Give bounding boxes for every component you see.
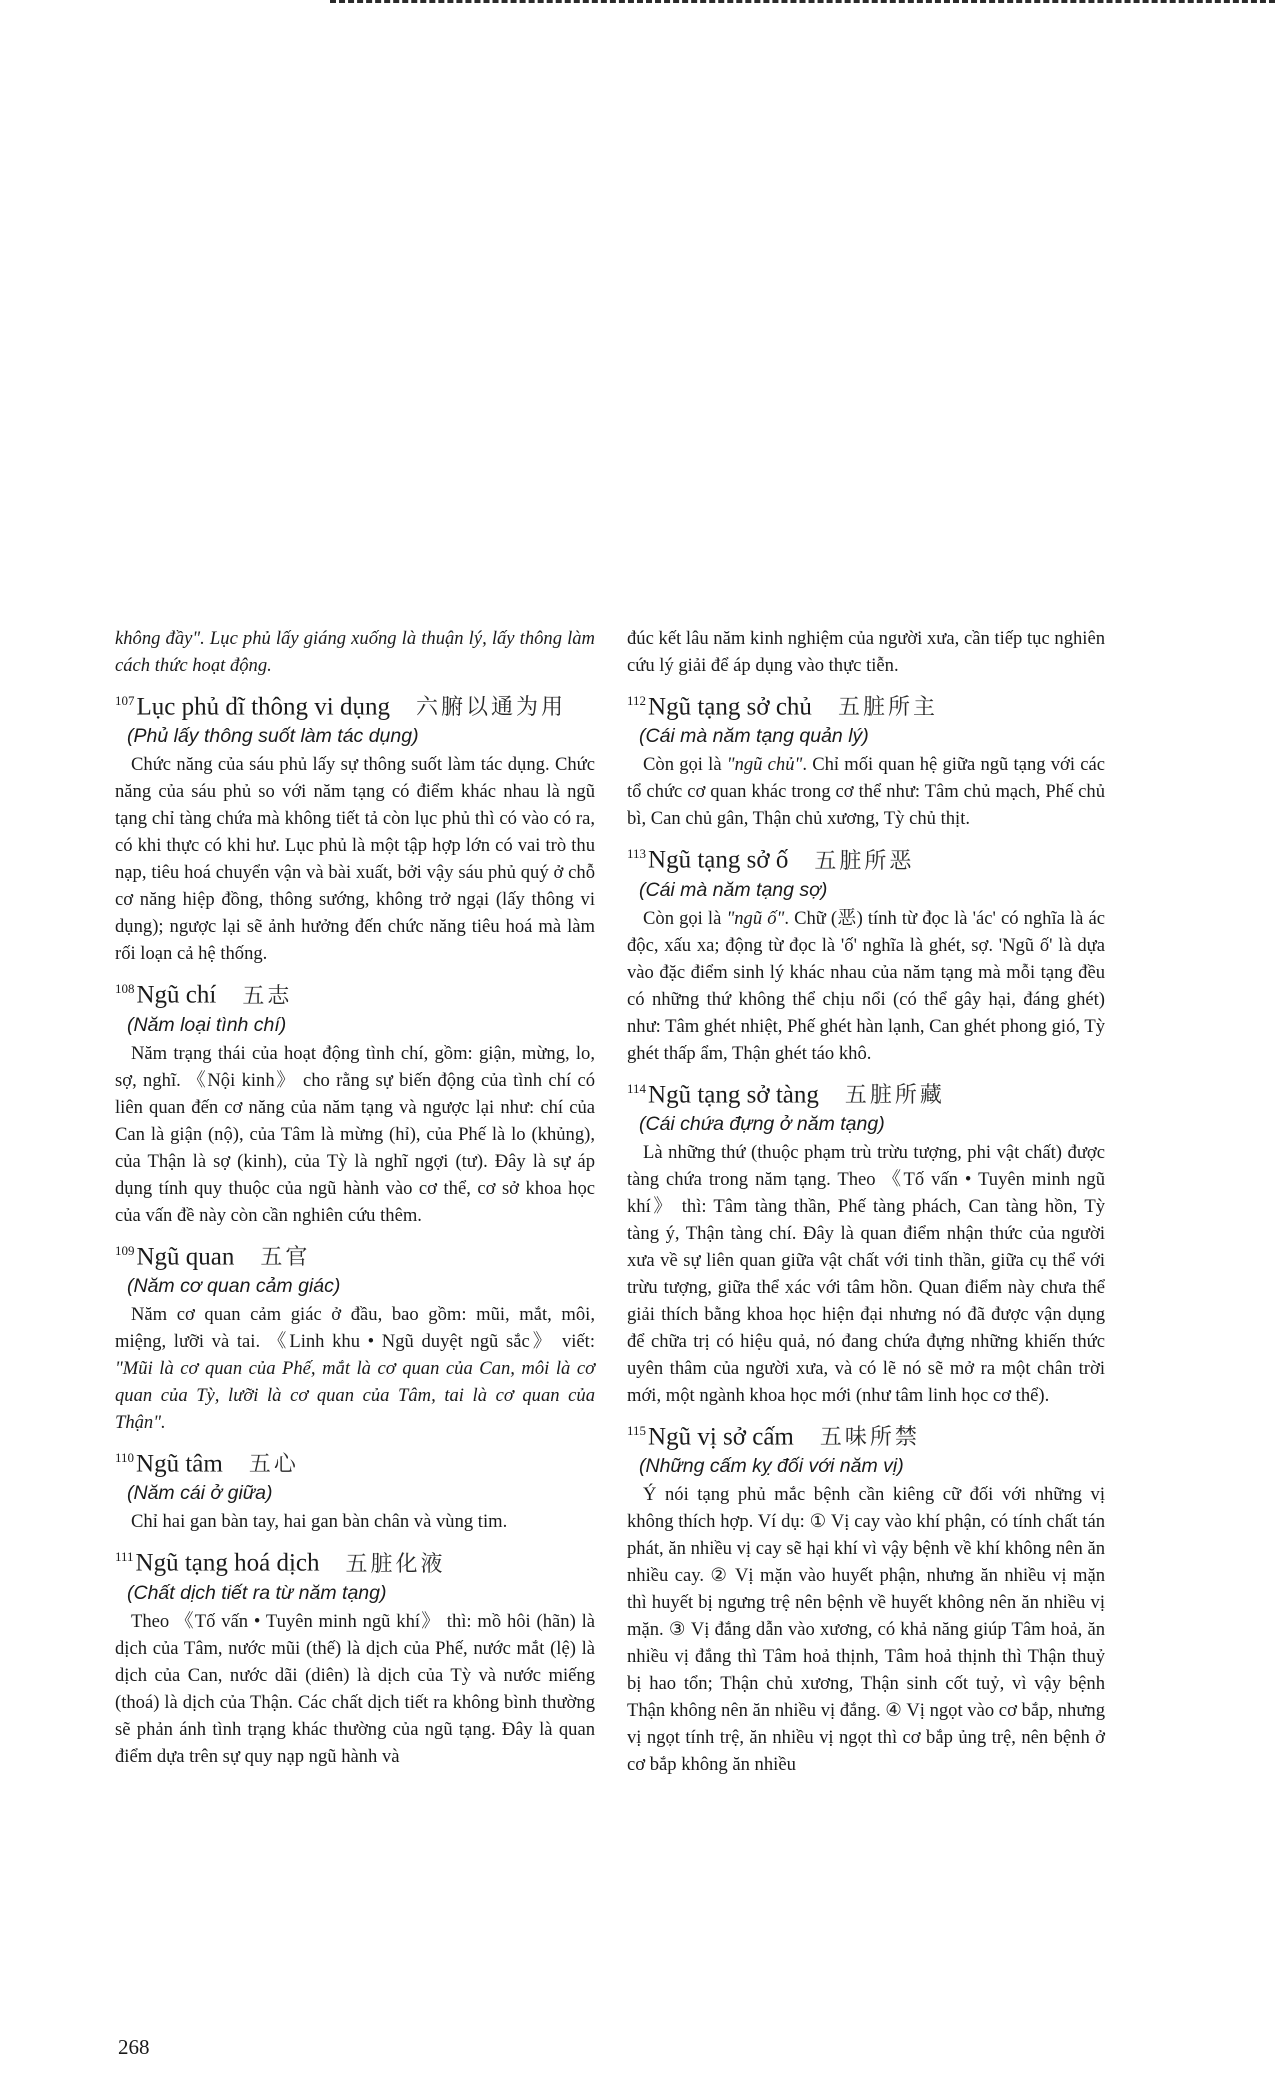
body-quote: "Mũi là cơ quan của Phế, mắt là cơ quan của Can, môi là cơ quan của Tỳ, lưỡi là cơ quan của Tâm, tai là cơ quan của Thận". [115, 1357, 595, 1433]
entry-subtitle: (Những cấm kỵ đối với năm vị) [639, 1455, 904, 1478]
entry-number: 110 [115, 1449, 135, 1465]
entry-body: Ý nói tạng phủ mắc bệnh cần kiêng cữ đối với những vị không thích hợp. Ví dụ: ① Vị cay vào khí phận, có tính chất tán phát, ăn nhiều vị cay sẽ hại khí vì vậy bệnh về khí không nên ăn nhiều cay. ② Vị mặn vào huyết phận, nhưng ăn nhiều vị mặn thì huyết bị ngưng trệ nên bệnh về huyết không nên ăn nhiều vị mặn. ③ Vị đắng dẫn vào xương, có khả năng giúp Tâm hoả, ăn nhiều vị đắng thì Tâm hoả thịnh, Tâm hoả thịnh thì Thận thuỷ bị hao tổn; Thận chủ xương, Thận sinh cốt tuỷ, vì vậy bệnh Thận không nên ăn nhiều vị đắng. ④ Vị ngọt vào cơ bắp, nhưng vị ngọt tính trệ, ăn nhiều vị ngọt thì cơ bắp ủng trệ, nên bệnh ở cơ bắp không ăn nhiều [627, 1484, 1105, 1776]
entry-109 [115, 1235, 595, 1436]
entry-heading [115, 1442, 595, 1480]
page-number: 268 [118, 2035, 150, 2059]
entry-number: 112 [627, 693, 647, 708]
entry-title: Ngũ tạng sở ố [648, 846, 789, 874]
entry-body [115, 1301, 595, 1436]
left-column [115, 625, 595, 1770]
entry-chinese: 五脏所藏 [844, 1082, 945, 1108]
entry-subtitle: (Năm loại tình chí) [127, 1013, 287, 1036]
entry-number: 113 [627, 846, 647, 862]
entry-subtitle: (Chất dịch tiết ra từ năm tạng) [127, 1581, 387, 1604]
entry-chinese: 五心 [248, 1452, 299, 1478]
entry-114 [627, 1073, 1105, 1409]
entry-subtitle: (Năm cơ quan cảm giác) [127, 1274, 341, 1297]
entry-107 [115, 685, 595, 967]
entry-number: 109 [115, 1242, 135, 1258]
entry-title: Ngũ quan [136, 1242, 235, 1270]
entry-body [627, 751, 1105, 832]
body-term: "ngũ ố" [726, 907, 785, 929]
entry-subtitle: (Cái mà năm tạng quản lý) [639, 725, 869, 748]
entry-body: Năm trạng thái của hoạt động tình chí, gồm: giận, mừng, lo, sợ, nghĩ. 《Nội kinh》 cho rằng sự biến động của tình chí có liên quan đến cơ năng của năm tạng và ngược lại như: chí của Can là giận (nộ), của Tâm là mừng (hỉ), của Phế là lo (khủng), của Thận là sợ (kinh), của Tỳ là nghĩ ngợi (tư). Đây là sự áp dụng tính quy thuộc của ngũ hành vào cơ thể, cơ sở khoa học của vấn đề này còn cần nghiên cứu thêm. [115, 1042, 595, 1226]
body-term: "ngũ chủ" [726, 754, 803, 776]
entry-title: Ngũ tạng hoá dịch [135, 1549, 320, 1577]
entry-title: Ngũ tạng sở chủ [648, 693, 812, 721]
lead-paragraph: đúc kết lâu năm kinh nghiệm của người xưa, cần tiếp tục nghiên cứu lý giải để áp dụng vào thực tiễn. [627, 628, 1105, 676]
body-text: Còn gọi là [643, 754, 727, 776]
entry-heading [627, 838, 1105, 876]
entry-title: Ngũ tâm [136, 1450, 223, 1478]
entry-chinese: 五味所禁 [819, 1425, 920, 1451]
entry-113 [627, 838, 1105, 1066]
entry-number: 111 [115, 1549, 134, 1565]
entry-115 [627, 1415, 1105, 1778]
entry-number: 107 [115, 693, 135, 708]
entry-body: Theo 《Tố vấn • Tuyên minh ngũ khí》 thì: mồ hôi (hãn) là dịch của Tâm, nước mũi (thế) là dịch của Phế, nước mắt (lệ) là dịch của Can, nước dãi (diên) là dịch của Tỳ và nước miếng (thoá) là dịch của Thận. Các chất dịch tiết ra không bình thường sẽ phản ánh tình trạng khác thường của ngũ tạng. Đây là quan điểm dựa trên sự quy nạp ngũ hành và [115, 1610, 595, 1767]
entry-body: Là những thứ (thuộc phạm trù trừu tượng, phi vật chất) được tàng chứa trong năm tạng. Theo 《Tố vấn • Tuyên minh ngũ khí》 thì: Tâm tàng thần, Phế tàng phách, Can tàng hồn, Tỳ tàng ý, Thận tàng chí. Đây là quan điểm nhận thức của người xưa về sự liên quan giữa vật chất với tinh thần, giữa cụ thể với trừu tượng, giữa thể xác với tâm hồn. Quan điểm này chưa thể giải thích bằng khoa học hiện đại nhưng nó đã được vận dụng để chữa trị có hiệu quả, nó đang chứa đựng những khiến thức uyên thâm của người xưa, và có lẽ nó sẽ mở ra một chân trời mới, một ngành khoa học mới (như tâm linh học cơ thể). [627, 1141, 1105, 1406]
entry-body: Chỉ hai gan bàn tay, hai gan bàn chân và vùng tim. [131, 1511, 508, 1533]
body-text: Năm cơ quan cảm giác ở đầu, bao gồm: mũi, mắt, môi, miệng, lưỡi và tai. 《Linh khu • Ngũ duyệt ngũ sắc》 viết: [115, 1303, 595, 1352]
lead-paragraph: không đầy". Lục phủ lấy giáng xuống là thuận lý, lấy thông làm cách thức hoạt động. [115, 628, 595, 676]
body-text: Còn gọi là [643, 907, 727, 929]
entry-number: 115 [627, 1422, 647, 1438]
entry-chinese: 五脏所主 [837, 695, 938, 721]
entry-heading [115, 1541, 595, 1579]
right-column [627, 625, 1105, 1778]
top-border-line [330, 0, 1275, 8]
entry-heading [115, 1235, 595, 1273]
entry-title: Ngũ tạng sở tàng [648, 1080, 819, 1108]
entry-110 [115, 1442, 595, 1535]
entry-heading [115, 685, 595, 723]
entry-number: 114 [627, 1080, 647, 1096]
entry-112 [627, 685, 1105, 832]
entry-chinese: 五脏化液 [345, 1551, 446, 1577]
entry-subtitle: (Cái mà năm tạng sợ) [639, 878, 828, 901]
entry-chinese: 六腑以通为用 [415, 695, 566, 721]
entry-chinese: 五官 [260, 1244, 311, 1270]
entry-subtitle: (Năm cái ở giữa) [127, 1482, 273, 1505]
entry-heading [627, 1073, 1105, 1111]
entry-number: 108 [115, 981, 135, 997]
entry-subtitle: (Cái chứa đựng ở năm tạng) [639, 1112, 885, 1135]
entry-chinese: 五志 [242, 983, 293, 1009]
entry-111 [115, 1541, 595, 1769]
entry-heading [627, 685, 1105, 723]
entry-heading [627, 1415, 1105, 1453]
entry-title: Ngũ chí [136, 981, 217, 1009]
entry-body [627, 905, 1105, 1067]
entry-chinese: 五脏所恶 [814, 848, 915, 874]
entry-title: Lục phủ dĩ thông vi dụng [136, 693, 390, 721]
entry-body: Chức năng của sáu phủ lấy sự thông suốt làm tác dụng. Chức năng của sáu phủ so với năm tạng có điểm khác nhau là ngũ tạng chỉ tàng chứa mà không tiết tả còn lục phủ thì có vào có ra, có khi thực có khi hư. Lục phủ là một tập hợp lớn có vai trò thu nạp, tiêu hoá chuyển vận và bài xuất, bởi vậy sáu phủ quý ở chỗ cơ năng hiệp đồng, thông sướng, không trở ngại (lấy thông vi dụng); ngược lại sẽ ảnh hưởng đến chức năng tiêu hoá mà làm rối loạn cả hệ thống. [115, 754, 595, 965]
entry-108 [115, 973, 595, 1228]
entry-heading [115, 973, 595, 1011]
entry-title: Ngũ vị sở cấm [648, 1423, 794, 1451]
entry-subtitle: (Phủ lấy thông suốt làm tác dụng) [127, 725, 419, 748]
body-text-rest: . Chữ (恶) tính từ đọc là 'ác' có nghĩa là ác độc, xấu xa; động từ đọc là 'ố' nghĩa là ghét, sợ. 'Ngũ ố' là dựa vào đặc điểm sinh lý khác nhau của năm tạng mà mỗi tạng đều có những thứ không thể chịu nổi (có thể gây hại, đáng ghét) như: Tâm ghét nhiệt, Phế ghét hàn lạnh, Can ghét phong gió, Tỳ ghét thấp ẩm, Thận ghét táo khô. [627, 907, 1105, 1064]
body-text-rest: . Chỉ mối quan hệ giữa ngũ tạng với các tổ chức cơ quan khác trong cơ thể như: Tâm chủ mạch, Phế chủ bì, Can chủ gân, Thận chủ xương, Tỳ chủ thịt. [627, 754, 1106, 830]
